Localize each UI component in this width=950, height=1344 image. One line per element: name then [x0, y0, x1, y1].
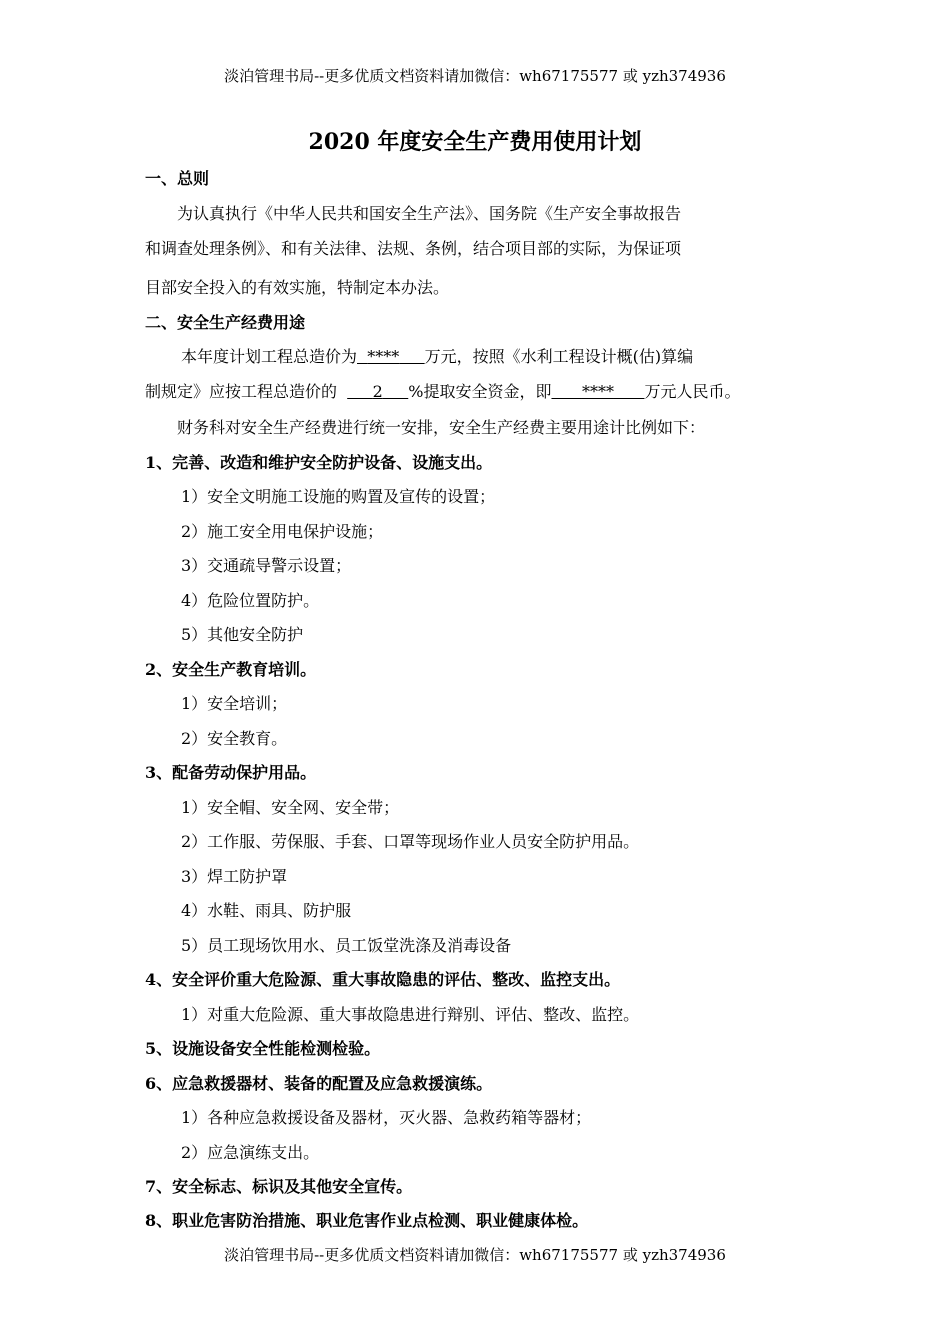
item-heading: 7、安全标志、标识及其他安全宣传。 — [145, 1177, 413, 1196]
filled-blank — [551, 382, 644, 401]
document-title: 2020 年度安全生产费用使用计划 — [308, 129, 642, 155]
item-heading: 3、配备劳动保护用品。 — [145, 763, 317, 782]
text-fragment: 制规定》应按工程总造价的 — [145, 382, 338, 401]
item-heading: 1、完善、改造和维护安全防护设备、设施支出。 — [145, 453, 493, 472]
text-fragment: 万元，按照《水利工程设计概(估)算编 — [424, 347, 694, 366]
sub-item: 4）水鞋、雨具、防护服 — [181, 901, 352, 920]
sub-item: 3）焊工防护罩 — [181, 867, 288, 886]
sub-item: 1）安全帽、安全网、安全带； — [181, 798, 400, 817]
text-fragment: %提取安全资金，即 — [408, 382, 552, 401]
paragraph-line: 为认真执行《中华人民共和国安全生产法》、国务院《生产安全事故报告 — [177, 204, 682, 223]
sub-item: 2）施工安全用电保护设施； — [181, 522, 384, 541]
blank-value: **** — [581, 382, 614, 401]
section-heading-usage: 二、安全生产经费用途 — [145, 313, 306, 332]
sub-item: 5）其他安全防护 — [181, 625, 304, 644]
sub-item: 1）安全培训； — [181, 694, 288, 713]
filled-blank — [347, 382, 408, 401]
paragraph-line: 目部安全投入的有效实施，特制定本办法。 — [145, 278, 450, 297]
paragraph-line — [181, 346, 693, 368]
sub-item: 2）应急演练支出。 — [181, 1143, 320, 1162]
item-heading: 2、安全生产教育培训。 — [145, 660, 317, 679]
sub-item: 1）安全文明施工设施的购置及宣传的设置； — [181, 487, 496, 506]
blank-value: 2 — [372, 382, 383, 401]
text-fragment: 万元人民币。 — [644, 382, 741, 401]
filled-blank — [357, 347, 425, 366]
text-fragment: 本年度计划工程总造价为 — [181, 347, 358, 366]
sub-item: 5）员工现场饮用水、员工饭堂洗涤及消毒设备 — [181, 936, 512, 955]
page-header: 淡泊管理书局--更多优质文档资料请加微信：wh67175577 或 yzh374936 — [224, 67, 726, 85]
paragraph-line — [145, 381, 741, 403]
sub-item: 2）安全教育。 — [181, 729, 288, 748]
sub-item: 3）交通疏导警示设置； — [181, 556, 352, 575]
page-footer: 淡泊管理书局--更多优质文档资料请加微信：wh67175577 或 yzh374936 — [224, 1246, 726, 1264]
section-heading-general: 一、总则 — [145, 169, 210, 188]
sub-item: 4）危险位置防护。 — [181, 591, 320, 610]
paragraph-line: 和调查处理条例》、和有关法律、法规、条例，结合项目部的实际，为保证项 — [145, 239, 682, 258]
blank-value: **** — [367, 347, 400, 366]
item-heading: 8、职业危害防治措施、职业危害作业点检测、职业健康体检。 — [145, 1211, 589, 1230]
sub-item: 1）对重大危险源、重大事故隐患进行辩别、评估、整改、监控。 — [181, 1005, 640, 1024]
item-heading: 4、安全评价重大危险源、重大事故隐患的评估、整改、监控支出。 — [145, 970, 621, 989]
item-heading: 5、设施设备安全性能检测检验。 — [145, 1039, 381, 1058]
item-heading: 6、应急救援器材、装备的配置及应急救援演练。 — [145, 1074, 493, 1093]
paragraph-line: 财务科对安全生产经费进行统一安排，安全生产经费主要用途计比例如下： — [177, 418, 706, 437]
sub-item: 2）工作服、劳保服、手套、口罩等现场作业人员安全防护用品。 — [181, 832, 640, 851]
sub-item: 1）各种应急救援设备及器材，灭火器、急救药箱等器材； — [181, 1108, 592, 1127]
